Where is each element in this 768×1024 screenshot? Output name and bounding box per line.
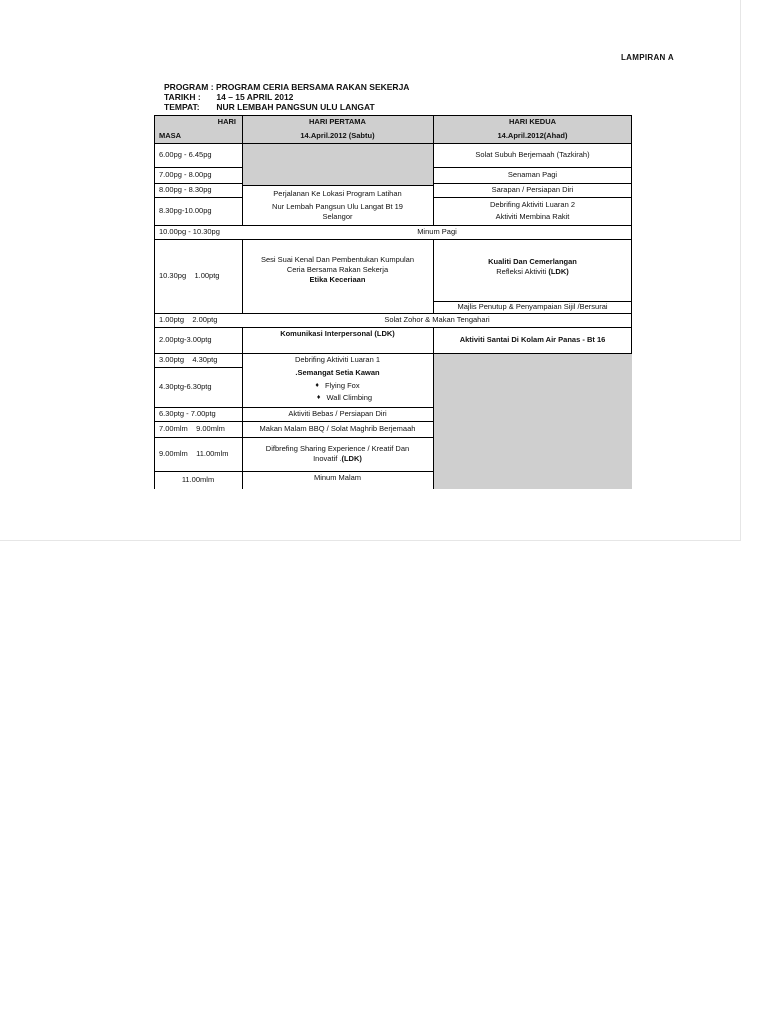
tempat-value: NUR LEMBAH PANGSUN ULU LANGAT [216, 102, 375, 112]
time-slot: 6.00pg - 6.45pg [159, 150, 212, 159]
grid-line [154, 225, 632, 226]
time-slot: 8.30pg-10.00pg [159, 206, 212, 215]
semangat-title: .Semangat Setia Kawan [295, 368, 380, 377]
perjalanan-line-2: Nur Lembah Pangsun Ulu Langat Bt 19 [272, 201, 403, 211]
sharing-ldk: (LDK) [341, 454, 362, 463]
day2-date: 14.April.2012(Ahad) [497, 131, 568, 140]
grid-line [242, 239, 243, 313]
grid-line [433, 327, 434, 489]
grid-line [154, 115, 632, 116]
tarikh-value: 14 – 15 APRIL 2012 [216, 92, 294, 102]
day1-title: HARI PERTAMA [309, 117, 366, 126]
grid-line [242, 327, 243, 489]
sharing-text: Inovatif . [313, 454, 342, 463]
grid-line [154, 437, 433, 438]
bullet-text: Wall Climbing [326, 393, 373, 402]
grid-line [433, 301, 632, 302]
time-slot: 2.00ptg-3.00ptg [159, 335, 212, 344]
minum-pagi-row: Minum Pagi [417, 227, 457, 236]
perjalanan-line-3: Selangor [322, 211, 353, 221]
sharing-line-2 [313, 454, 362, 464]
grid-line [433, 167, 632, 168]
sesi-line-2: Ceria Bersama Rakan Sekerja [286, 265, 389, 274]
schedule-table [154, 115, 632, 489]
day2-santai: Aktiviti Santai Di Kolam Air Panas - Bt 16 [459, 335, 606, 344]
grid-line [433, 115, 434, 225]
sharing-line-1: Difbrefing Sharing Experience / Kreatif Dan [265, 444, 410, 453]
day2-sarapan: Sarapan / Persiapan Diri [491, 185, 574, 194]
refleksi-text: Refleksi Aktiviti [496, 267, 549, 276]
refleksi-ldk: (LDK) [548, 267, 569, 276]
bullet-item [315, 381, 359, 391]
day1-empty-morning [242, 143, 433, 185]
kualiti-line: Kualiti Dan Cemerlangan [488, 257, 577, 266]
time-slot: 1.00ptg 2.00ptg [159, 315, 218, 324]
day1-minum-malam: Minum Malam [313, 473, 362, 482]
bullet-item [317, 393, 372, 403]
grid-line [154, 239, 632, 240]
grid-line [631, 115, 632, 353]
bullet-text: Flying Fox [324, 381, 360, 390]
program-value: PROGRAM CERIA BERSAMA RAKAN SEKERJA [215, 82, 410, 92]
day2-subuh: Solat Subuh Berjemaah (Tazkirah) [475, 150, 590, 159]
grid-line [154, 115, 155, 489]
grid-line [433, 239, 434, 313]
day1-semangat [242, 367, 433, 407]
program-line [164, 82, 409, 92]
grid-line [242, 185, 433, 186]
grid-line [154, 471, 433, 472]
hari-header: HARI [217, 117, 236, 126]
tempat-label: TEMPAT: [164, 102, 200, 112]
grid-line [154, 183, 242, 184]
day2-luaran [433, 197, 632, 225]
refleksi-line [496, 267, 569, 277]
time-slot: 3.00ptg 4.30ptg [159, 355, 218, 364]
perjalanan-line-1: Perjalanan Ke Lokasi Program Latihan [273, 188, 402, 198]
diamond-bullet-icon: ♦ [315, 382, 319, 389]
zohor-row: Solat Zohor & Makan Tengahari [384, 315, 490, 324]
time-slot: 7.00mlm 9.00mlm [159, 424, 225, 433]
sesi-line-1: Sesi Suai Kenal Dan Pembentukan Kumpulan [260, 255, 414, 264]
day1-sharing [242, 437, 433, 471]
day1-komunikasi: Komunikasi Interpersonal (LDK) [280, 329, 395, 338]
grid-line [154, 327, 632, 328]
grid-line [433, 183, 632, 184]
day2-title: HARI KEDUA [508, 117, 557, 126]
time-slot: 7.00pg - 8.00pg [159, 170, 212, 179]
time-slot: 6.30ptg - 7.00ptg [159, 409, 216, 418]
debrifing2-line: Debrifing Aktiviti Luaran 2 [489, 200, 576, 209]
grid-line [154, 197, 242, 198]
day1-date: 14.April.2012 (Sabtu) [300, 131, 375, 140]
day1-perjalanan [242, 185, 433, 225]
lampiran-label: LAMPIRAN A [621, 53, 674, 62]
masa-header: MASA [159, 131, 182, 140]
day1-makan: Makan Malam BBQ / Solat Maghrib Berjemaah [259, 424, 416, 433]
grid-line [154, 367, 242, 368]
grid-line [433, 197, 632, 198]
grid-line [242, 115, 243, 225]
grid-line [154, 407, 433, 408]
time-slot: 8.00pg - 8.30pg [159, 185, 212, 194]
time-slot: 9.00mlm 11.00mlm [159, 449, 229, 458]
tarikh-line [164, 92, 293, 102]
program-label: PROGRAM : [164, 82, 214, 92]
grid-line [154, 353, 632, 354]
tempat-line [164, 102, 375, 112]
sesi-line-3: Etika Keceriaan [309, 275, 366, 284]
diamond-bullet-icon: ♦ [316, 394, 321, 401]
day1-bebas: Aktiviti Bebas / Persiapan Diri [288, 409, 387, 418]
day1-sesi [242, 239, 433, 313]
time-slot: 10.00pg - 10.30pg [159, 227, 220, 236]
time-slot: 4.30ptg-6.30ptg [159, 382, 212, 391]
tarikh-label: TARIKH : [164, 92, 201, 102]
day2-senaman: Senaman Pagi [507, 170, 558, 179]
grid-line [154, 167, 242, 168]
grid-line [154, 143, 632, 144]
rakit-line: Aktiviti Membina Rakit [495, 212, 570, 221]
grid-line [154, 313, 632, 314]
day2-majlis: Majlis Penutup & Penyampaian Sijil /Bersurai [457, 302, 608, 311]
time-slot: 10.30pg 1.00ptg [159, 271, 220, 280]
day1-debrifing: Debrifing Aktiviti Luaran 1 [294, 355, 381, 364]
day2-kualiti [433, 239, 632, 301]
grid-line [154, 421, 433, 422]
day2-empty-evening [433, 353, 632, 489]
time-slot: 11.00mlm [181, 475, 215, 484]
